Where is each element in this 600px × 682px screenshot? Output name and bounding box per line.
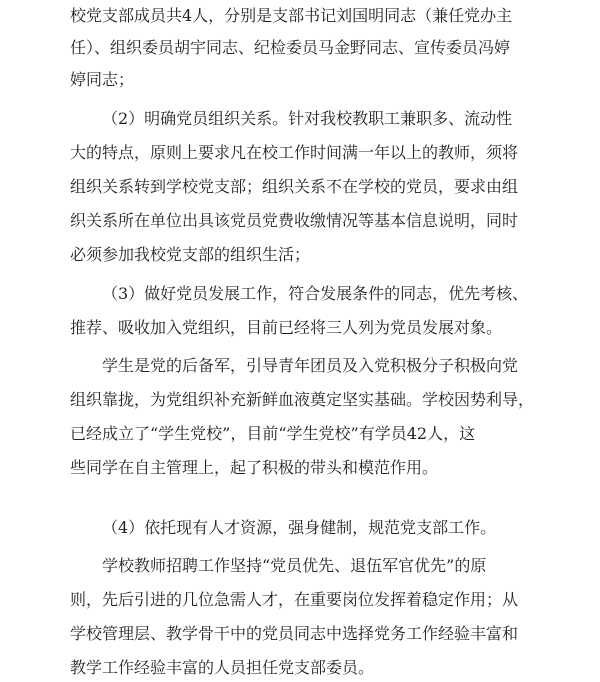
text-line-3: 婷同志；	[70, 70, 135, 89]
text-line-14: 些同学在自主管理上，起了积极的带头和模范作用。	[70, 458, 439, 477]
text-line-12: 组织靠拢，为党组织补充新鲜血液奠定坚实基础。学校因势利导，	[70, 390, 535, 409]
text-line-16: 学校教师招聘工作坚持“党员优先、退伍军官优先”的原	[102, 556, 487, 575]
text-line-6: 组织关系转到学校党支部；组织关系不在学校的党员，要求由组	[70, 177, 519, 196]
text-line-13: 已经成立了“学生党校”，目前“学生党校”有学员42人，这	[70, 424, 476, 443]
text-line-2: 任）、组织委员胡宇同志、纪检委员马金野同志、宣传委员冯婷	[70, 38, 511, 57]
text-line-11: 学生是党的后备军，引导青年团员及入党积极分子积极向党	[102, 356, 519, 375]
text-line-18: 学校管理层、教学骨干中的党员同志中选择党务工作经验丰富和	[70, 624, 519, 643]
text-line-19: 教学工作经验丰富的人员担任党支部委员。	[70, 658, 375, 677]
text-line-7: 织关系所在单位出具该党员党费收缴情况等基本信息说明，同时	[70, 211, 519, 230]
text-line-8: 必须参加我校党支部的组织生活；	[70, 245, 311, 264]
text-line-15: （4）依托现有人才资源，强身健制，规范党支部工作。	[102, 518, 497, 537]
text-line-4: （2）明确党员组织关系。针对我校教职工兼职多、流动性	[102, 109, 513, 128]
text-line-17: 则，先后引进的几位急需人才，在重要岗位发挥着稳定作用；从	[70, 590, 519, 609]
text-line-1: 校党支部成员共4人，分别是支部书记刘国明同志（兼任党办主	[70, 6, 513, 25]
text-line-9: （3）做好党员发展工作，符合发展条件的同志，优先考核、	[102, 284, 529, 303]
text-line-5: 大的特点，原则上要求凡在校工作时间满一年以上的教师，须将	[70, 143, 519, 162]
text-line-10: 推荐、吸收加入党组织，目前已经将三人列为党员发展对象。	[70, 318, 503, 337]
